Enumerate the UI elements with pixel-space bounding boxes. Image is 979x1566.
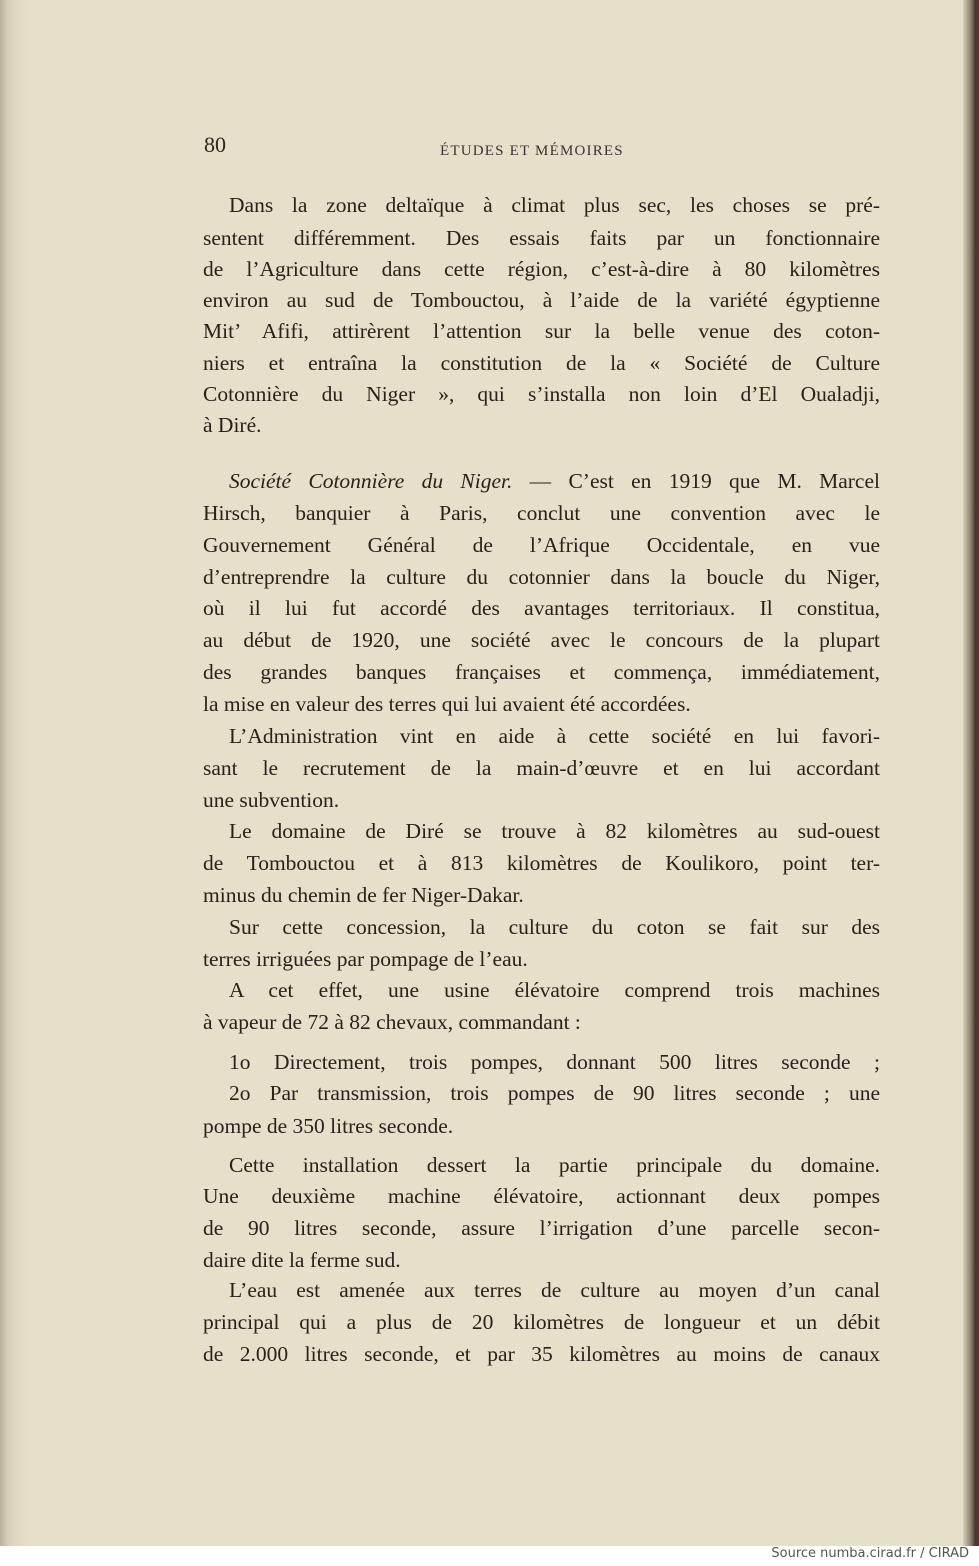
line-text: L’eau est amenée aux terres de culture au moyen d’un canal [229, 1278, 880, 1302]
line-text: Hirsch, banquier à Paris, conclut une convention avec le [203, 501, 880, 525]
text-line [203, 1113, 880, 1139]
text-line [203, 627, 880, 653]
text-line [203, 691, 880, 717]
page-left-edge [0, 0, 30, 1546]
line-text: d’entreprendre la culture du cotonnier dans la boucle du Niger, [203, 565, 880, 589]
line-text: L’Administration vint en aide à cette société en lui favori- [229, 724, 880, 748]
text-line [203, 1009, 880, 1035]
text-line [203, 755, 880, 781]
line-text: une subvention. [203, 788, 340, 812]
text-line [203, 850, 880, 876]
line-text: Sur cette concession, la culture du coton se fait sur des [229, 915, 880, 939]
line-text: de l’Agriculture dans cette région, c’est-à-dire à 80 kilomètres [203, 257, 880, 281]
text-line [229, 192, 880, 218]
text-line [203, 500, 880, 526]
line-text: de Tombouctou et à 813 kilomètres de Koulikoro, point ter- [203, 851, 880, 875]
text-line [229, 1152, 880, 1178]
text-line [203, 225, 880, 251]
text-line [203, 1341, 880, 1367]
text-line [203, 256, 880, 282]
section-heading: Société Cotonnière du Niger. [229, 469, 513, 493]
line-text: pompe de 350 litres seconde. [203, 1114, 454, 1138]
text-line [229, 1080, 880, 1106]
text-line [203, 381, 880, 407]
line-text: au début de 1920, une société avec le concours de la plupart [203, 628, 880, 652]
line-text: 2o Par transmission, trois pompes de 90 litres seconde ; une [229, 1081, 880, 1105]
text-line [229, 723, 880, 749]
page-right-edge [963, 0, 979, 1546]
line-text: Cette installation dessert la partie principale du domaine. [229, 1153, 880, 1177]
line-text: Dans la zone deltaïque à climat plus sec, les choses se pré- [229, 193, 880, 217]
text-line [229, 1049, 880, 1075]
text-line [203, 287, 880, 313]
line-text: Gouvernement Général de l’Afrique Occidentale, en vue [203, 533, 880, 557]
text-line [203, 882, 880, 908]
text-line [203, 787, 880, 813]
line-text: où il lui fut accordé des avantages territoriaux. Il constitua, [203, 596, 880, 620]
running-title: ÉTUDES ET MÉMOIRES [440, 143, 624, 159]
line-text: terres irriguées par pompage de l’eau. [203, 947, 528, 971]
text-line [203, 1309, 880, 1335]
line-text: daire dite la ferme sud. [203, 1248, 401, 1272]
line-text: à vapeur de 72 à 82 chevaux, commandant : [203, 1010, 581, 1034]
line-text: A cet effet, une usine élévatoire comprend trois machines [229, 978, 880, 1002]
text-line [203, 595, 880, 621]
line-text: à Diré. [203, 413, 262, 437]
line-text: sentent différemment. Des essais faits par un fonctionnaire [203, 226, 880, 250]
line-text: de 90 litres seconde, assure l’irrigation d’une parcelle secon- [203, 1216, 880, 1240]
text-line [229, 977, 880, 1003]
text-line [203, 1215, 880, 1241]
text-line [229, 818, 880, 844]
line-text: minus du chemin de fer Niger-Dakar. [203, 883, 524, 907]
line-text: Le domaine de Diré se trouve à 82 kilomètres au sud-ouest [229, 819, 880, 843]
line-text: de 2.000 litres seconde, et par 35 kilomètres au moins de canaux [203, 1342, 880, 1366]
text-line [203, 659, 880, 685]
line-text: 1o Directement, trois pompes, donnant 500 litres seconde ; [229, 1050, 880, 1074]
page-number: 80 [204, 132, 226, 157]
line-text: principal qui a plus de 20 kilomètres de longueur et un débit [203, 1310, 880, 1334]
text-line [203, 1247, 880, 1273]
text-line [203, 564, 880, 590]
source-credit: Source numba.cirad.fr / CIRAD [771, 1546, 969, 1561]
text-line [203, 350, 880, 376]
line-text: des grandes banques françaises et commença, immédiatement, [203, 660, 880, 684]
text-line [229, 1277, 880, 1303]
text-line [203, 532, 880, 558]
line-text: niers et entraîna la constitution de la « Société de Culture [203, 351, 880, 375]
line-text: Une deuxième machine élévatoire, actionnant deux pompes [203, 1184, 880, 1208]
line-text: Mit’ Afifi, attirèrent l’attention sur la belle venue des coton- [203, 319, 880, 343]
text-line [203, 412, 880, 438]
line-text: Cotonnière du Niger », qui s’installa non loin d’El Oualadji, [203, 382, 880, 406]
text-line [229, 914, 880, 940]
text-line [203, 318, 880, 344]
line-text: la mise en valeur des terres qui lui avaient été accordées. [203, 692, 691, 716]
text-line [203, 1183, 880, 1209]
line-text: sant le recrutement de la main-d’œuvre et en lui accordant [203, 756, 880, 780]
section-heading-rest: — C’est en 1919 que M. Marcel [512, 469, 880, 493]
section-heading-line [229, 468, 880, 494]
line-text: environ au sud de Tombouctou, à l’aide de la variété égyptienne [203, 288, 880, 312]
text-line [203, 946, 880, 972]
